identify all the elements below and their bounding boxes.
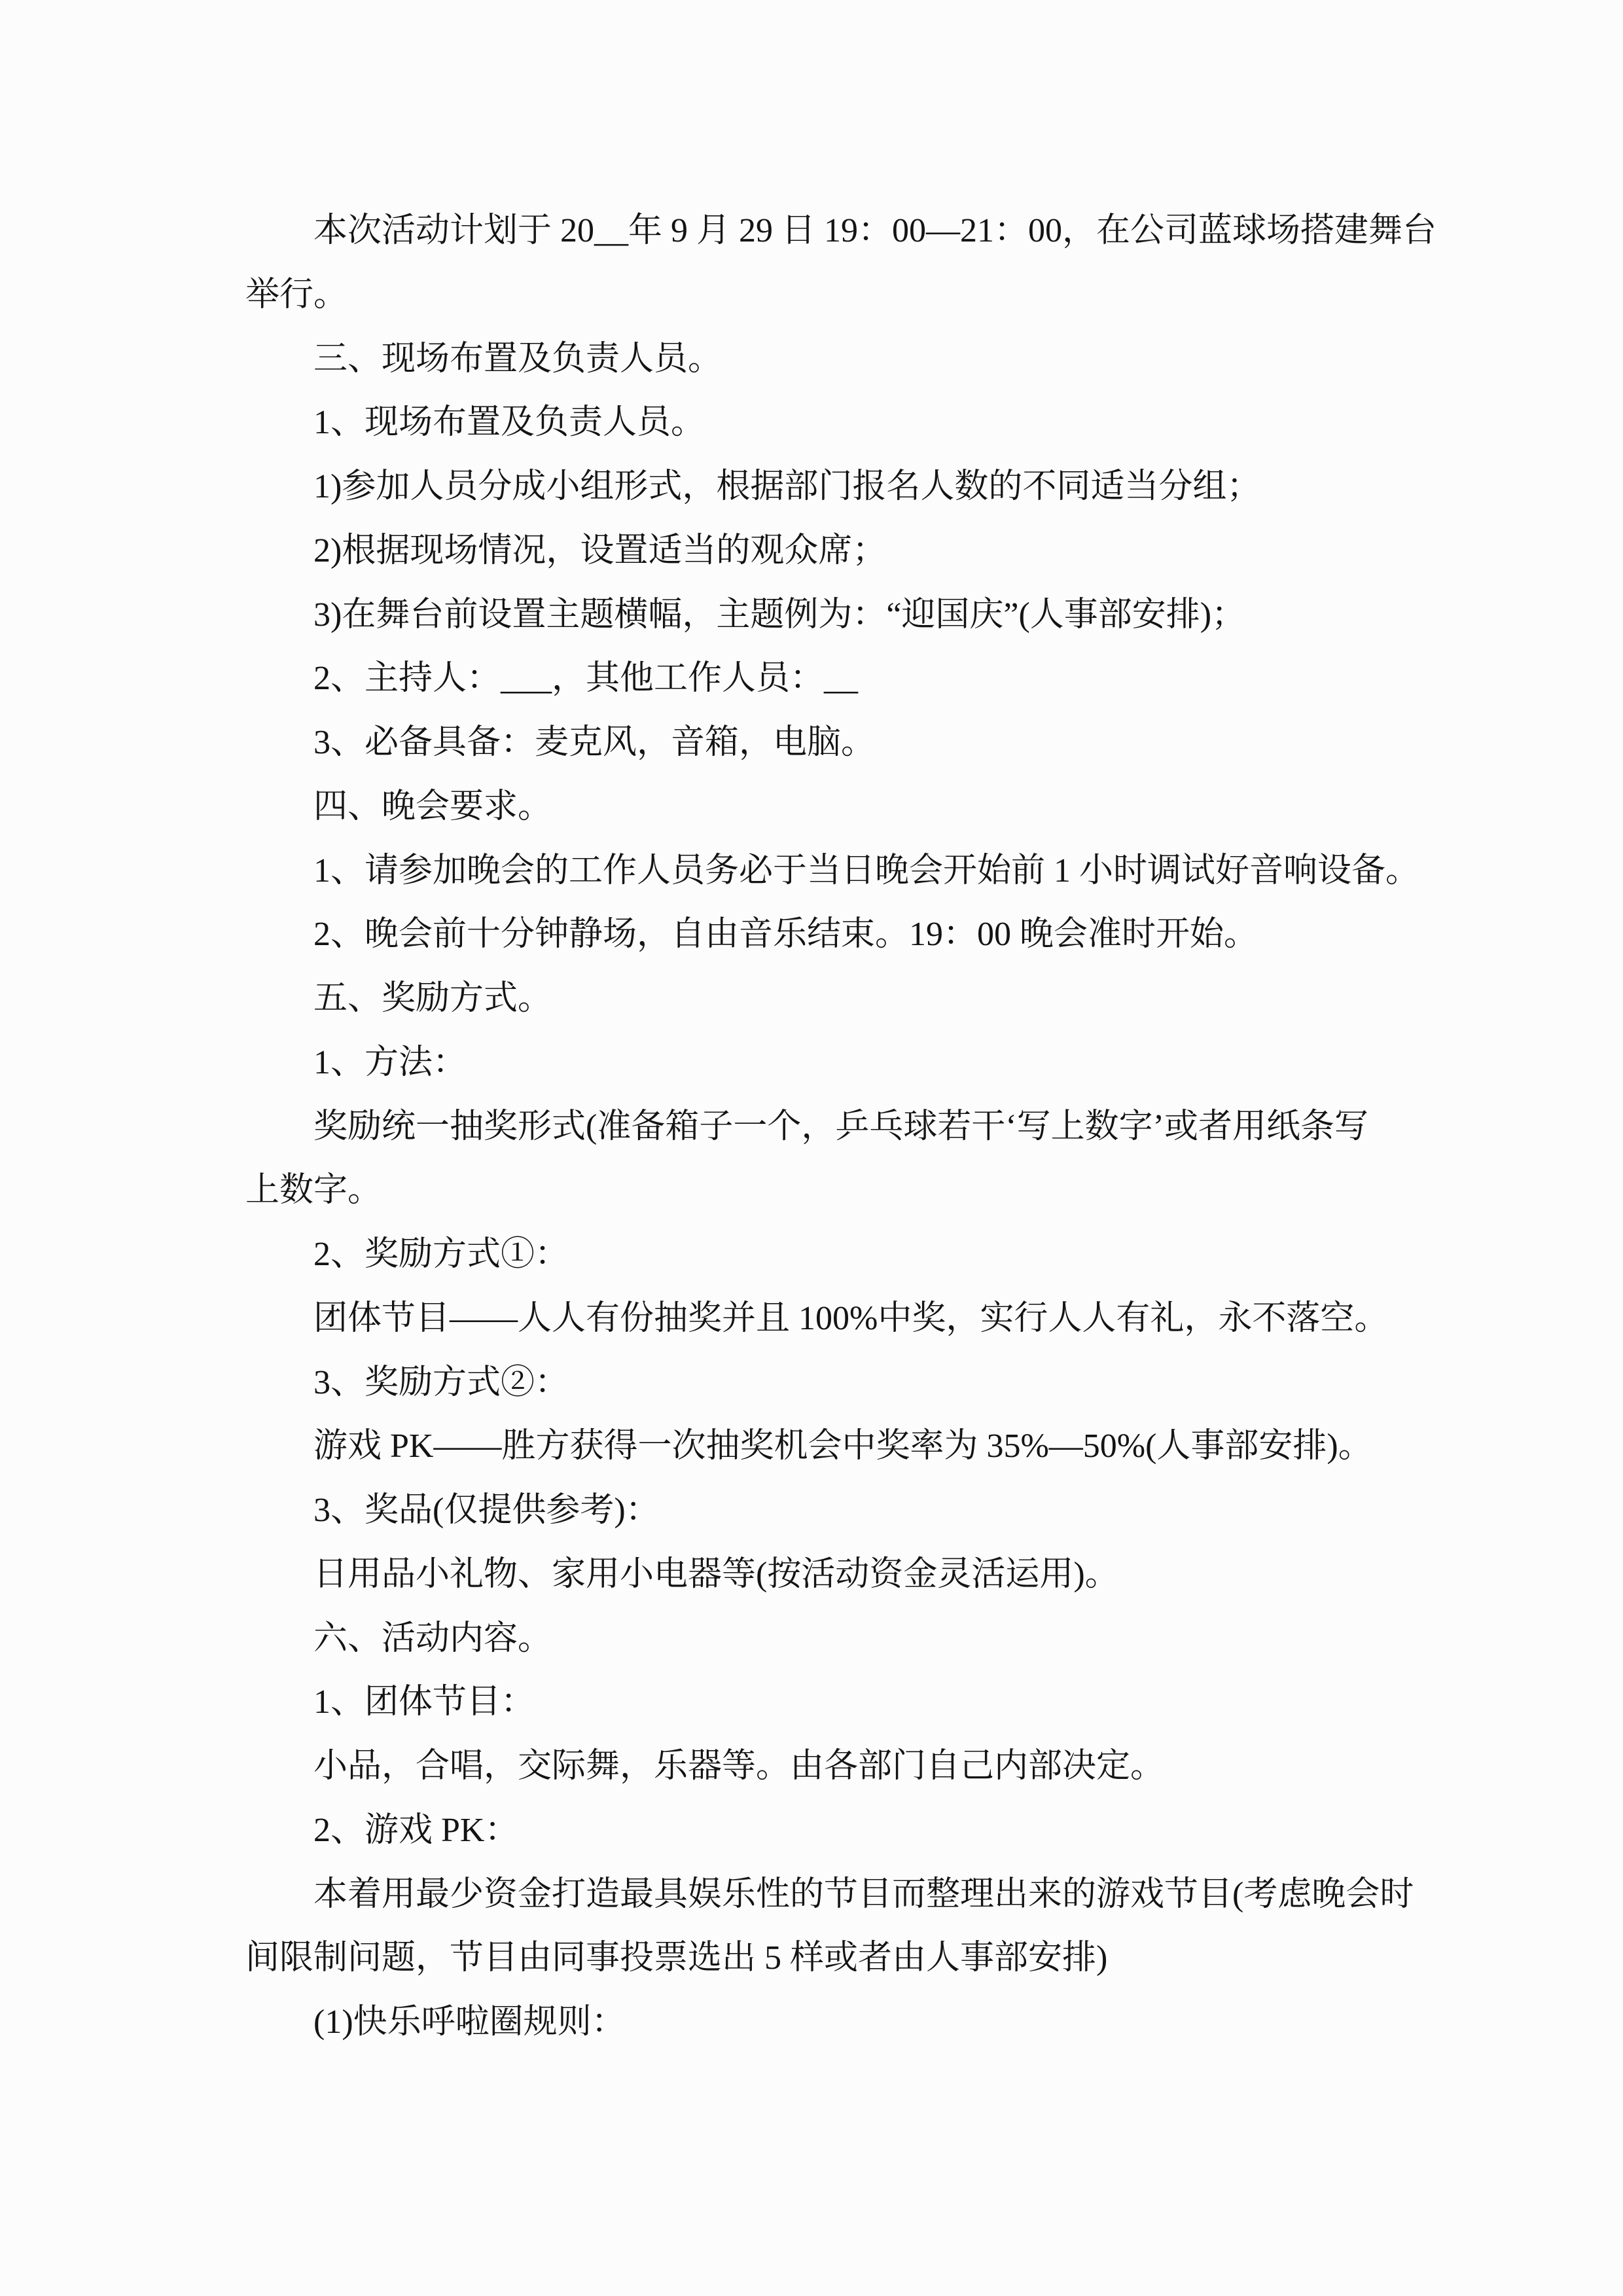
text-line-26: 2、游戏 PK： [313,1811,519,1849]
text-line-11: 1、请参加晚会的工作人员务必于当日晚会开始前 1 小时调试好音响设备。 [313,852,1420,889]
text-line-20: 游戏 PK——胜方获得一次抽奖机会中奖率为 35%—50%(人事部安排)。 [313,1427,1372,1465]
text-line-7: 3)在舞台前设置主题横幅，主题例为：“迎国庆”(人事部安排)； [313,596,1246,634]
text-line-27: 本着用最少资金打造最具娱乐性的节目而整理出来的游戏节目(考虑晚会时 [313,1875,1414,1913]
text-line-29: (1)快乐呼啦圈规则： [313,2003,626,2041]
text-line-1: 本次活动计划于 20__年 9 月 29 日 19：00—21：00，在公司蓝球场搭建舞台 [313,212,1437,249]
text-line-16: 上数字。 [245,1172,382,1210]
text-line-17: 2、奖励方式①： [313,1236,569,1273]
text-line-21: 3、奖品(仅提供参考)： [313,1492,660,1529]
text-line-3: 三、现场布置及负责人员。 [313,340,722,378]
text-line-23: 六、活动内容。 [313,1619,552,1657]
text-line-12: 2、晚会前十分钟静场，自由音乐结束。19：00 晚会准时开始。 [313,916,1258,954]
text-line-6: 2)根据现场情况，设置适当的观众席； [313,531,887,569]
text-line-24: 1、团体节目： [313,1683,535,1721]
text-line-9: 3、必备具备：麦克风，音箱，电脑。 [313,724,876,761]
text-line-13: 五、奖励方式。 [313,980,552,1017]
text-line-25: 小品，合唱，交际舞，乐器等。由各部门自己内部决定。 [313,1748,1165,1785]
text-line-2: 举行。 [245,276,348,314]
text-line-5: 1)参加人员分成小组形式，根据部门报名人数的不同适当分组； [313,468,1261,505]
text-line-10: 四、晚会要求。 [313,787,552,825]
text-line-4: 1、现场布置及负责人员。 [313,404,705,442]
text-line-18: 团体节目——人人有份抽奖并且 100%中奖，实行人人有礼，永不落空。 [313,1299,1389,1337]
text-line-28: 间限制问题，节目由同事投票选出 5 样或者由人事部安排) [245,1939,1108,1977]
text-line-15: 奖励统一抽奖形式(准备箱子一个，乒乓球若干‘写上数字’或者用纸条写 [313,1107,1368,1145]
text-line-8: 2、主持人：___，其他工作人员：__ [313,660,859,698]
text-line-22: 日用品小礼物、家用小电器等(按活动资金灵活运用)。 [313,1555,1119,1593]
text-line-14: 1、方法： [313,1043,467,1081]
text-line-19: 3、奖励方式②： [313,1363,569,1401]
